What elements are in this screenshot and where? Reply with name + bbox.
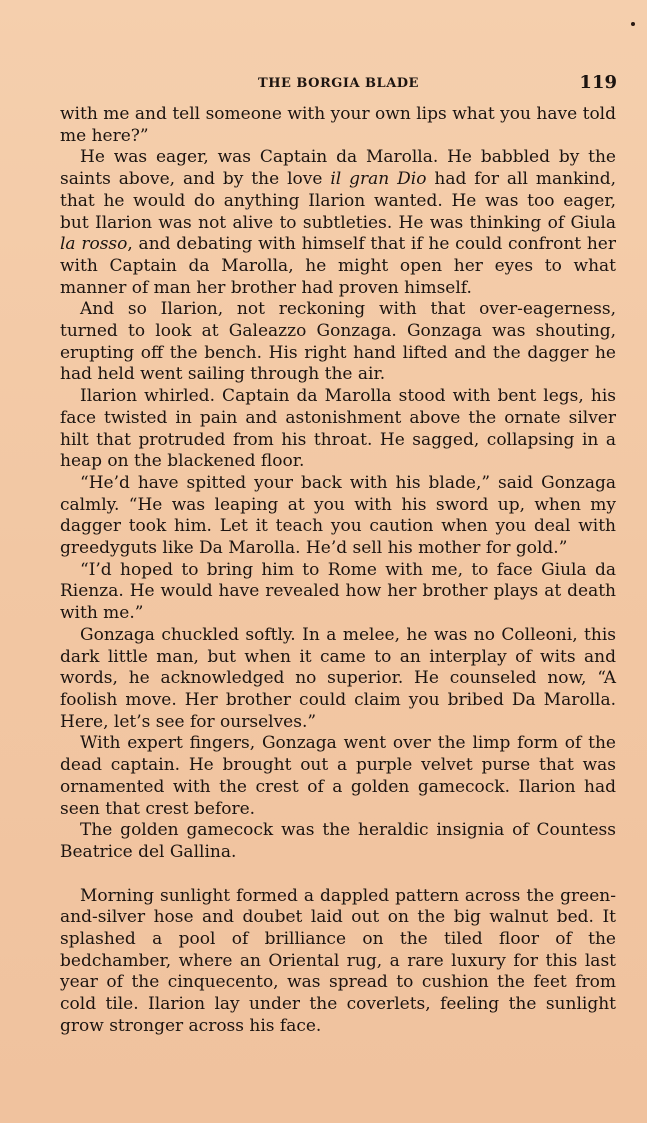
italic-phrase: la rosso bbox=[60, 234, 128, 255]
paragraph-8: With expert fingers, Gonzaga went over the limp form of the dead captain. He brought out a purple velvet purse that was ornamented with the crest of a golden gamecock. Ilarion had seen that crest before. bbox=[60, 733, 616, 819]
paragraph-3: And so Ilarion, not reckoning with that over-eagerness, turned to look at Galeazzo Gonzaga. Gonzaga was shouting, erupting off the bench. His right hand lifted and the dagger he had held went sailing through the air. bbox=[60, 299, 616, 385]
paragraph-5: “He’d have spitted your back with his blade,” said Gonzaga calmly. “He was leaping at you with his sword up, when my dagger took him. Let it teach you caution when you deal with greedyguts like Da Marolla. He’d sell his mother for gold.” bbox=[60, 472, 616, 559]
paragraph-6: “I’d hoped to bring him to Rome with me, to face Giula da Rienza. He would have revealed how her brother plays at death with me.” bbox=[60, 559, 616, 624]
paragraph-1: with me and tell someone with your own lips what you have told me here?” bbox=[60, 104, 616, 146]
paragraph-10: Morning sunlight formed a dappled pattern across the green-and-silver hose and doubet laid out on the big walnut bed. It splashed a pool of brilliance on the tiled floor of the bedchamber, where an Oriental rug, a rare luxury for this last year of the cinquecento, was spread to cushion the feet from cold tile. Ilarion lay under the coverlets, feeling the sunlight grow stronger across his face. bbox=[60, 885, 616, 1036]
section-break bbox=[60, 864, 616, 886]
paragraph-9: The golden gamecock was the heraldic insignia of Countess Beatrice del Gallina. bbox=[60, 820, 616, 862]
running-header bbox=[60, 72, 617, 98]
italic-phrase: il gran Dio bbox=[330, 169, 427, 190]
page-number: 119 bbox=[579, 72, 617, 93]
ink-speck bbox=[631, 22, 635, 26]
body-text bbox=[60, 104, 616, 1038]
paragraph-2: He was eager, was Captain da Marolla. He babbled by the saints above, and by the love il gran Dio had for all mankind, that he would do anything Ilarion wanted. He was too eager, but Ilarion was not alive to subtleties. He was thinking of Giula la rosso, and debating with himself that if he could confront her with Captain da Marolla, he might open her eyes to what manner of man her brother had proven himself. bbox=[60, 147, 617, 298]
running-title: THE BORGIA BLADE bbox=[258, 76, 419, 91]
paragraph-7: Gonzaga chuckled softly. In a melee, he was no Colleoni, this dark little man, but when it came to an interplay of wits and words, he acknowledged no superior. He counseled now, “A foolish move. Her brother could claim you bribed Da Marolla. Here, let’s see for ourselves.” bbox=[60, 624, 616, 732]
paragraph-4: Ilarion whirled. Captain da Marolla stood with bent legs, his face twisted in pain and astonishment above the ornate silver hilt that protruded from his throat. He sagged, collapsing in a heap on the blackened floor. bbox=[60, 386, 616, 472]
